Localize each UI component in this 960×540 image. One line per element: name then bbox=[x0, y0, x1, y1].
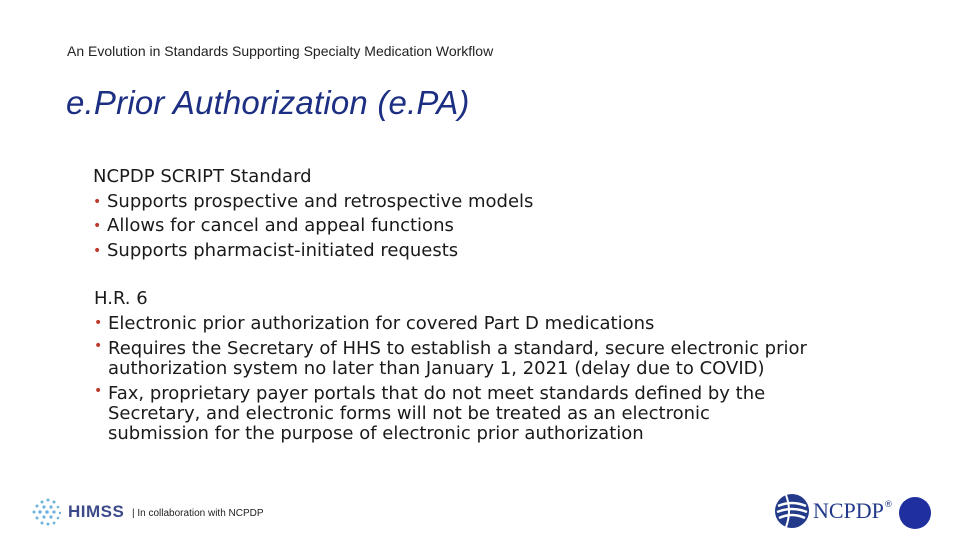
bullet-item: • Supports pharmacist-initiated requests bbox=[93, 239, 533, 264]
corner-circle bbox=[899, 497, 931, 529]
bullet-icon: • bbox=[93, 193, 102, 210]
ncpdp-logo bbox=[773, 492, 893, 530]
section-hr6 bbox=[94, 286, 807, 446]
bullet-icon: • bbox=[94, 315, 103, 331]
bullet-icon: • bbox=[94, 383, 103, 399]
bullet-item: • Requires the Secretary of HHS to establish a standard, secure electronic prior authorization system no later than January 1, 2021 (delay due to COVID) bbox=[94, 338, 807, 379]
section-heading: H.R. 6 bbox=[94, 288, 148, 309]
bullet-item: • Supports prospective and retrospective models bbox=[93, 190, 533, 215]
himss-label: HIMSS bbox=[68, 502, 125, 521]
bullet-icon: • bbox=[93, 242, 102, 259]
bullet-list bbox=[93, 190, 533, 264]
himss-dots-icon bbox=[30, 496, 64, 528]
bullet-icon: • bbox=[93, 218, 102, 234]
section-heading: NCPDP SCRIPT Standard bbox=[93, 166, 312, 187]
himss-logo bbox=[30, 496, 124, 528]
ncpdp-globe-icon bbox=[773, 492, 811, 530]
bullet-item: • Electronic prior authorization for covered Part D medications bbox=[94, 313, 655, 334]
bullet-item: • Allows for cancel and appeal functions bbox=[93, 214, 533, 239]
slide-title: e.Prior Authorization (e.PA) bbox=[66, 84, 470, 121]
bullet-list bbox=[94, 311, 807, 446]
registered-mark: ® bbox=[883, 500, 893, 510]
collaboration-note: | In collaboration with NCPDP bbox=[132, 508, 264, 519]
ncpdp-label: NCPDP bbox=[813, 498, 884, 523]
section-ncpdp-script bbox=[93, 165, 533, 263]
bullet-item: • Fax, proprietary payer portals that do not meet standards defined by the Secretary, and electronic forms will not be treated as an electronic submission for the purpose of electronic prior authorization bbox=[94, 383, 766, 444]
bullet-icon: • bbox=[94, 338, 103, 354]
slide-subtitle: An Evolution in Standards Supporting Specialty Medication Workflow bbox=[67, 43, 494, 59]
